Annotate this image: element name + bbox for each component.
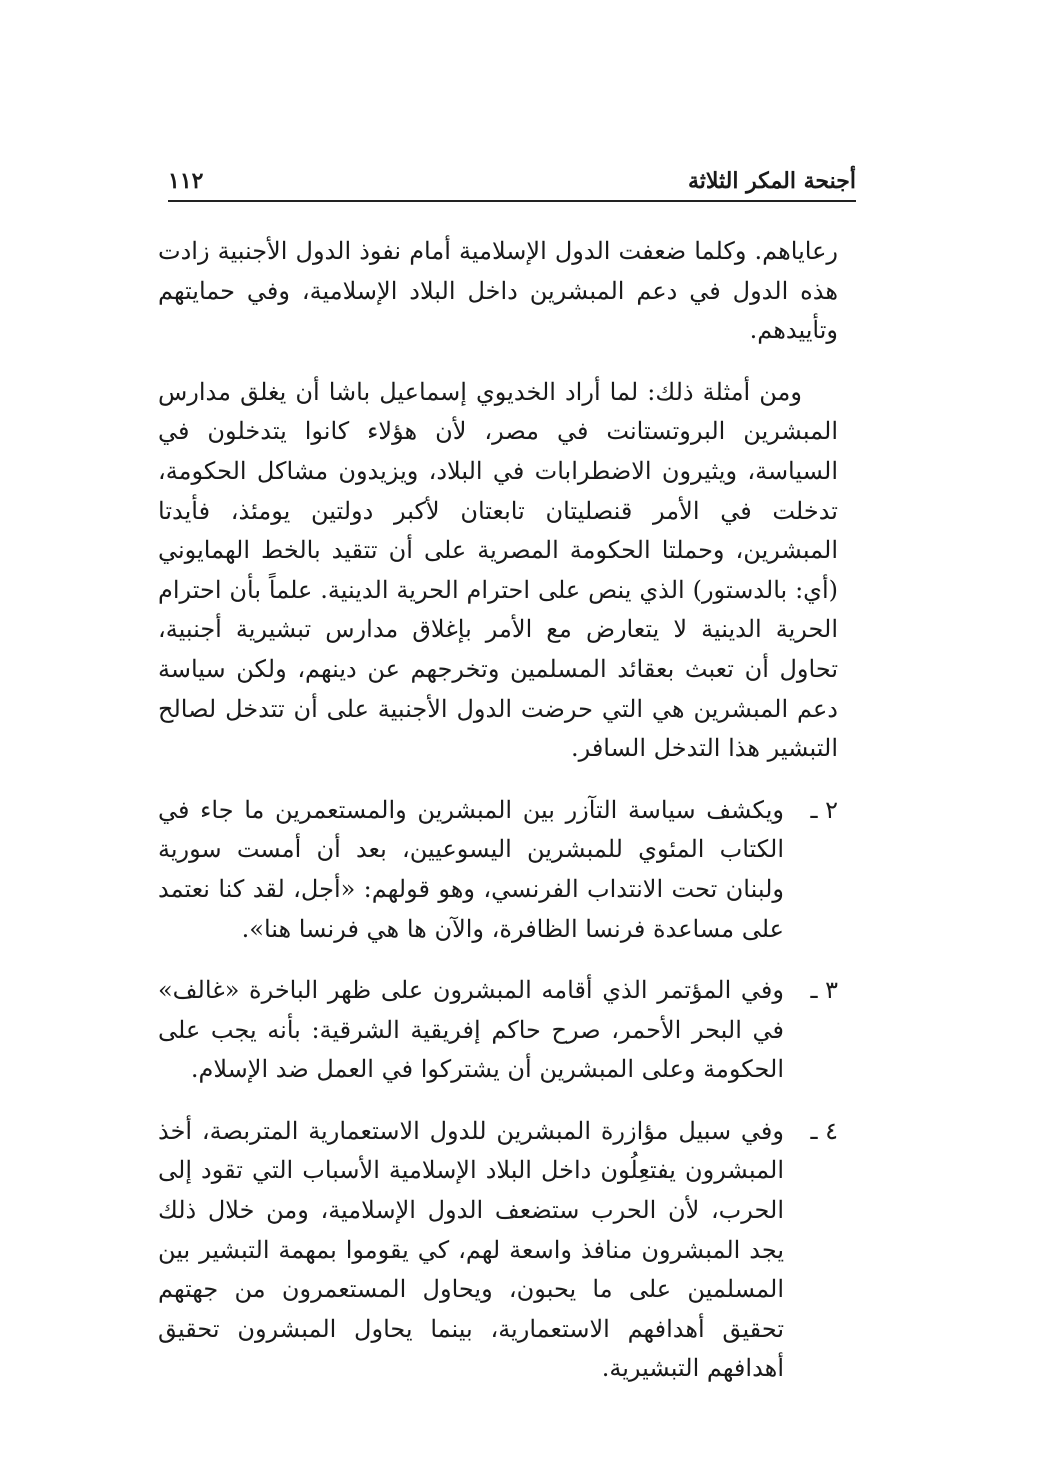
list-item xyxy=(158,971,838,1090)
list-item xyxy=(158,1112,838,1389)
running-header-title: أجنحة المكر الثلاثة xyxy=(688,168,856,194)
header-divider xyxy=(168,200,856,202)
page-number: ١١٢ xyxy=(168,168,204,194)
list-item-number: ٣ ـ xyxy=(810,976,838,1005)
paragraph-example: ومن أمثلة ذلك: لما أراد الخديوي إسماعيل باشا أن يغلق مدارس المبشرين البروتستانت في مصر، لأن هؤلاء كانوا يتدخلون في السياسة، ويثيرون الاضطرابات في البلاد، ويزيدون مشاكل الحكومة، تدخلت في الأمر قنصليتان تابعتان لأكبر دولتين يومئذ، فأيدتا المبشرين، وحملتا الحكومة المصرية على أن تتقيد بالخط الهمايوني (أي: بالدستور) الذي ينص على احترام الحرية الدينية. علماً بأن احترام الحرية الدينية لا يتعارض مع الأمر بإغلاق مدارس تبشيرية أجنبية، تحاول أن تعبث بعقائد المسلمين وتخرجهم عن دينهم، ولكن سياسة دعم المبشرين هي التي حرضت الدول الأجنبية على أن تتدخل لصالح التبشير هذا التدخل السافر. xyxy=(158,377,838,763)
paragraph-continuation: رعاياهم. وكلما ضعفت الدول الإسلامية أمام نفوذ الدول الأجنبية زادت هذه الدول في دعم المبشرين داخل البلاد الإسلامية، وفي حمايتهم وتأييدهم. xyxy=(158,237,838,345)
list-item-text: وفي سبيل مؤازرة المبشرين للدول الاستعمارية المتربصة، أخذ المبشرون يفتعِلُون داخل البلاد الإسلامية الأسباب التي تقود إلى الحرب، لأن الحرب ستضعف الدول الإسلامية، ومن خلال ذلك يجد المبشرون منافذ واسعة لهم، كي يقوموا بمهمة التبشير بين المسلمين على ما يحبون، ويحاول المستعمرون من جهتهم تحقيق أهدافهم الاستعمارية، بينما يحاول المبشرون تحقيق أهدافهم التبشيرية. xyxy=(158,1116,784,1383)
list-item-text: وفي المؤتمر الذي أقامه المبشرون على ظهر الباخرة «غالف» في البحر الأحمر، صرح حاكم إفريقية الشرقية: بأنه يجب على الحكومة وعلى المبشرين أن يشتركوا في العمل ضد الإسلام. xyxy=(158,976,785,1084)
list-item-number: ٢ ـ xyxy=(810,795,838,824)
running-header xyxy=(168,160,856,204)
page-body xyxy=(158,232,838,1411)
list-item xyxy=(158,791,838,949)
list-item-number: ٤ ـ xyxy=(810,1116,838,1145)
list-item-text: ويكشف سياسة التآزر بين المبشرين والمستعمرين ما جاء في الكتاب المئوي للمبشرين اليسوعيين، بعد أن أمست سورية ولبنان تحت الانتداب الفرنسي، وهو قولهم: «أجل، لقد كنا نعتمد على مساعدة فرنسا الظافرة، والآن ها هي فرنسا هنا». xyxy=(158,795,784,943)
